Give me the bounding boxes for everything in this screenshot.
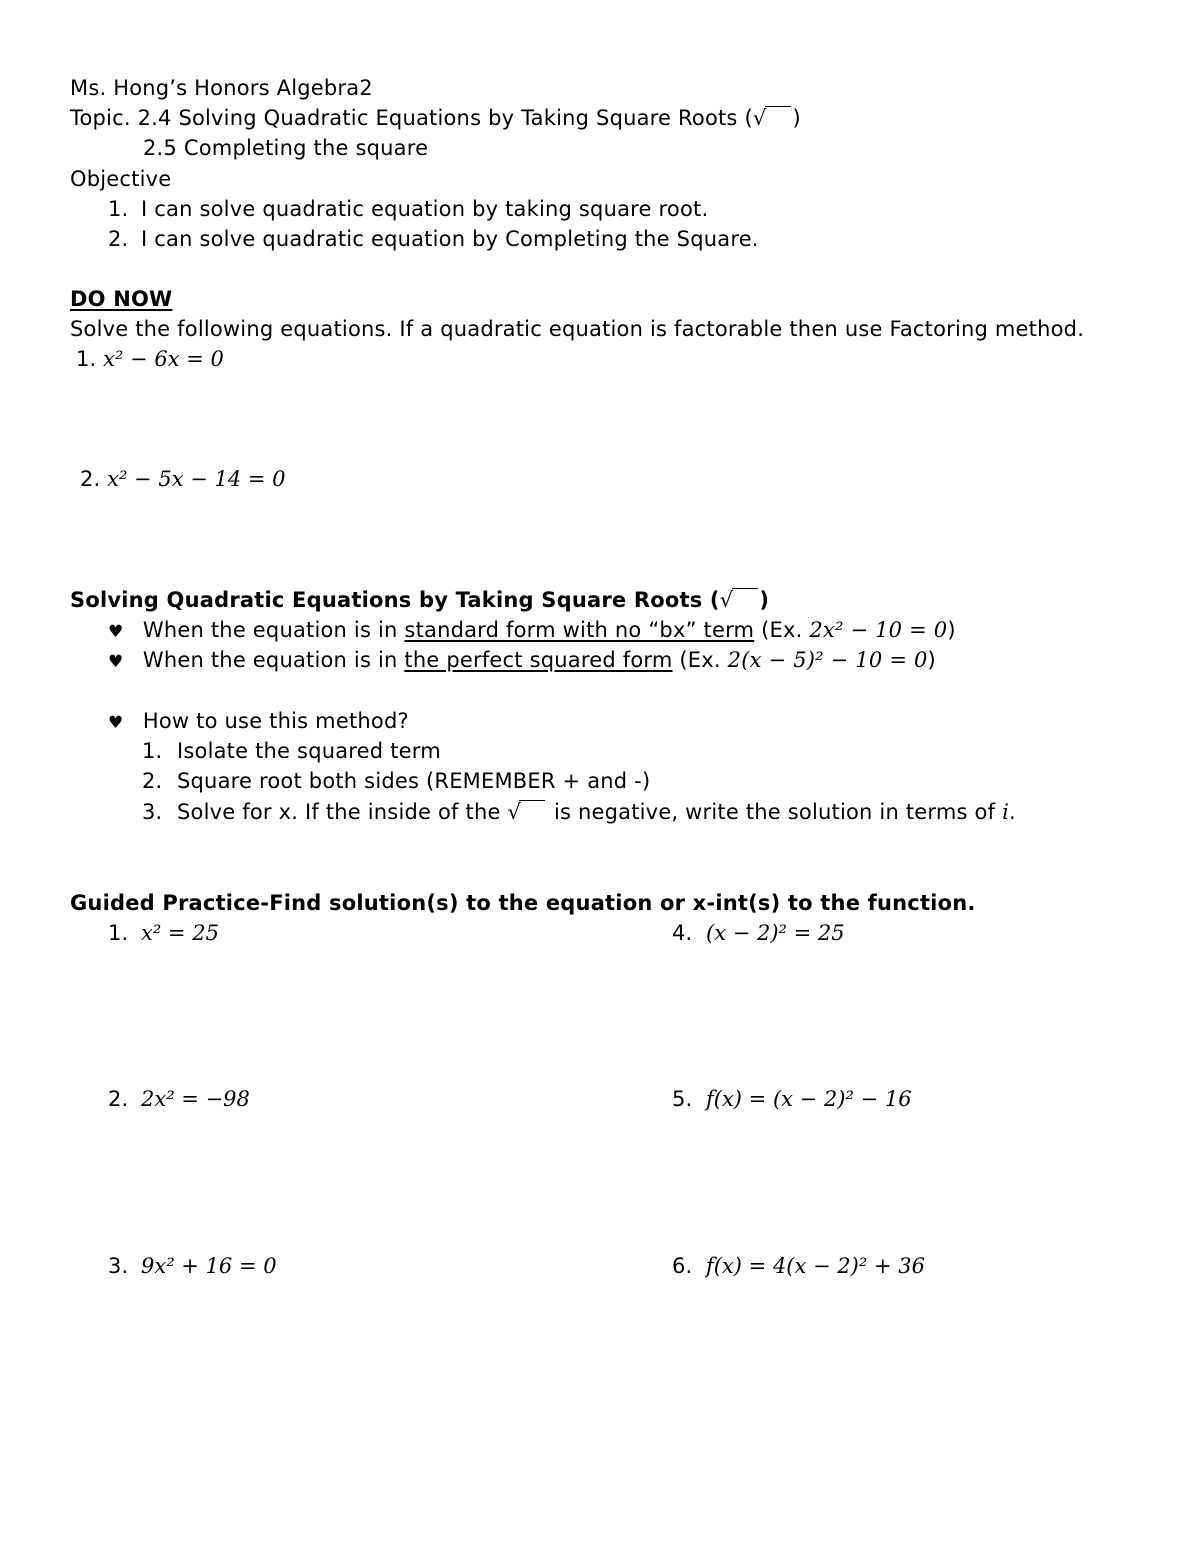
problem-equation: f(x) = 4(x − 2)² + 36: [706, 1254, 925, 1278]
bullet-example: 2(x − 5)² − 10 = 0: [727, 648, 928, 672]
section-heading-text: Solving Quadratic Equations by Taking Square Roots (: [70, 588, 720, 612]
objective-number: 2.: [108, 227, 129, 251]
bullet-item: [108, 617, 956, 645]
bullet-item: [108, 647, 936, 675]
problem-equation: x² − 6x = 0: [103, 347, 224, 371]
bullet-text: When the equation is in: [142, 618, 405, 642]
problem-number: 1.: [76, 347, 97, 371]
do-now-instructions: Solve the following equations. If a quadratic equation is factorable then use Factoring method.: [70, 317, 1085, 341]
practice-problem: [672, 1253, 925, 1279]
step-text: Isolate the squared term: [177, 739, 441, 763]
problem-number: 3.: [108, 1254, 129, 1278]
step-number: 3.: [142, 800, 163, 824]
heart-bullet-icon: ♥: [108, 713, 124, 733]
bullet-text: (Ex.: [754, 618, 810, 642]
step-number: 2.: [142, 769, 163, 793]
step-number: 1.: [142, 739, 163, 763]
heart-bullet-icon: ♥: [108, 652, 124, 672]
problem-equation: x² − 5x − 14 = 0: [107, 467, 286, 491]
step-item: [142, 768, 650, 794]
page-title: Ms. Hong’s Honors Algebra2: [70, 76, 373, 100]
objective-text: I can solve quadratic equation by Completing the Square.: [141, 227, 759, 251]
problem-number: 2.: [80, 467, 101, 491]
practice-problem: [672, 920, 845, 946]
topic-line-2: 2.5 Completing the square: [143, 136, 429, 160]
problem-number: 5.: [672, 1087, 693, 1111]
square-root-icon: √: [753, 105, 793, 131]
problem-equation: f(x) = (x − 2)² − 16: [706, 1087, 912, 1111]
guided-heading: Guided Practice-Find solution(s) to the equation or x-int(s) to the function.: [70, 891, 976, 915]
problem-equation: (x − 2)² = 25: [706, 921, 845, 945]
bullet-underlined: the perfect squared form: [404, 648, 673, 672]
problem-equation: 2x² = −98: [141, 1087, 250, 1111]
problem-equation: 9x² + 16 = 0: [141, 1254, 277, 1278]
practice-problem: [108, 1086, 250, 1112]
objective-item: [108, 196, 708, 222]
practice-problem: [108, 920, 219, 946]
problem-number: 1.: [108, 921, 129, 945]
topic-close: ): [792, 106, 801, 130]
step-text: Square root both sides (REMEMBER + and -): [177, 769, 651, 793]
objective-number: 1.: [108, 197, 129, 221]
step-item: [142, 738, 441, 764]
step-text: Solve for x. If the inside of the: [177, 800, 508, 824]
bullet-close: ): [947, 618, 956, 642]
bullet-item: [108, 708, 409, 736]
step-end: .: [1008, 800, 1016, 824]
problem-number: 2.: [108, 1087, 129, 1111]
square-root-icon: √: [720, 587, 760, 613]
topic-line: [70, 105, 801, 131]
section-heading-close: ): [759, 588, 770, 612]
practice-problem: [672, 1086, 912, 1112]
square-root-icon: √: [507, 799, 547, 825]
objective-label: Objective: [70, 167, 172, 191]
objective-item: [108, 226, 759, 252]
step-item: [142, 799, 1016, 825]
objective-text: I can solve quadratic equation by taking square root.: [141, 197, 709, 221]
step-text: is negative, write the solution in terms of: [547, 800, 1003, 824]
topic-text: Topic. 2.4 Solving Quadratic Equations by Taking Square Roots (: [70, 106, 753, 130]
do-now-problem: [76, 346, 224, 372]
problem-number: 6.: [672, 1254, 693, 1278]
do-now-problem: [80, 466, 286, 492]
heart-bullet-icon: ♥: [108, 622, 124, 642]
practice-problem: [108, 1253, 277, 1279]
method-question: How to use this method?: [142, 709, 409, 733]
section-heading: [70, 587, 769, 613]
bullet-text: (Ex.: [672, 648, 728, 672]
imaginary-unit: i: [1002, 800, 1009, 824]
problem-number: 4.: [672, 921, 693, 945]
bullet-underlined: standard form with no “bx” term: [404, 618, 755, 642]
problem-equation: x² = 25: [141, 921, 219, 945]
bullet-text: When the equation is in: [142, 648, 405, 672]
do-now-heading: DO NOW: [70, 287, 173, 311]
bullet-close: ): [927, 648, 936, 672]
bullet-example: 2x² − 10 = 0: [809, 618, 948, 642]
